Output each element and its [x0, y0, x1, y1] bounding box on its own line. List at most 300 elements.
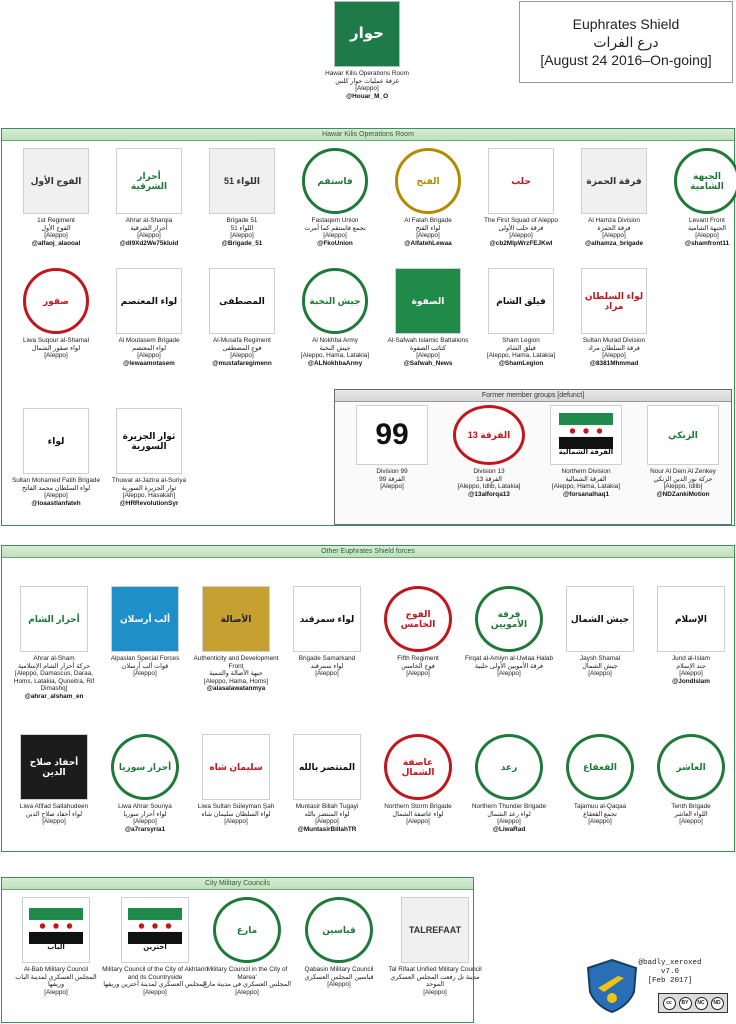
group-arabic-name: اللواء 51 — [230, 224, 254, 232]
group-twitter: @NDZankiMotion — [656, 490, 710, 498]
cc-icon: cc — [663, 997, 676, 1010]
nc-icon: NC — [695, 997, 708, 1010]
group-name: 1st Regiment — [37, 217, 75, 224]
other-group-item — [463, 586, 555, 678]
group-name: Al Nokhba Army — [312, 337, 358, 344]
logo-text: أحرار الشرقية — [130, 171, 168, 191]
ahrar-sham-logo-icon — [20, 586, 88, 652]
group-location: [Aleppo] — [44, 352, 68, 360]
other-group-item — [463, 734, 555, 833]
group-location: [Aleppo] — [137, 352, 161, 360]
logo-text: جيش النخبة — [309, 296, 361, 306]
akhtarin-council-logo-icon — [121, 897, 189, 963]
group-name: Ahrar al-Sham — [33, 655, 75, 662]
group-twitter: @mustafaregimenn — [212, 359, 272, 367]
group-arabic-name: تجمع فاستقم كما أمرت — [304, 224, 366, 232]
group-twitter: @forsanalhaq1 — [562, 490, 609, 498]
logo-text: القعقاع — [582, 762, 618, 772]
hawar-group-item — [473, 148, 569, 247]
former-group-item — [443, 405, 535, 498]
group-location: [Aleppo] — [137, 232, 161, 240]
logo-text: أحفاد صلاح الدين — [29, 757, 79, 777]
group-arabic-name: فرقة حلب الأولى — [498, 224, 544, 232]
hawar-group-item — [194, 148, 290, 247]
group-name: Alpaslan Special Forces — [110, 655, 180, 662]
top-group — [312, 1, 422, 100]
group-arabic-name: الفوج الأول — [41, 224, 71, 232]
group-twitter: @Brigade_51 — [221, 239, 263, 247]
group-arabic-name: فوج المصطفى — [222, 344, 262, 352]
logo-text: الفرقة 13 — [467, 430, 511, 440]
group-location: [Aleppo] — [588, 670, 612, 678]
other-group-item — [645, 586, 736, 685]
hawar-group-item — [287, 148, 383, 247]
group-location: [Aleppo] — [406, 818, 430, 826]
other-panel-header: Other Euphrates Shield forces — [2, 546, 734, 558]
group-arabic-name: مدينة تل رفعت المجلس العسكري الموحد — [390, 973, 480, 989]
group-name: Sultan Mohamed Fatih Brigade — [11, 477, 101, 484]
group-arabic-name: المجلس العسكري لمدينة أخترين وريفها — [103, 981, 207, 989]
group-twitter: @LiwaRad — [492, 825, 526, 833]
qaqaa-logo-icon — [566, 734, 634, 800]
group-twitter: @MuntasirBillahTR — [297, 825, 357, 833]
group-twitter: @alfaoj_alaooal — [31, 239, 81, 247]
group-name: Sham Legion — [502, 337, 540, 344]
group-name: Al-Bab Military Council — [23, 966, 89, 973]
group-location: [Aleppo, Idlib, Latakia] — [457, 483, 521, 491]
other-group-item — [190, 586, 282, 693]
samarkand-logo-icon — [293, 586, 361, 652]
city-group-item — [8, 897, 104, 996]
hawar-group-item — [8, 148, 104, 247]
other-group-item — [554, 586, 646, 678]
division-13-logo-icon — [453, 405, 525, 465]
logo-text: لواء — [47, 436, 65, 446]
group-name: Jaysh Shamal — [579, 655, 621, 662]
other-group-item — [190, 734, 282, 826]
fatih-logo-icon — [23, 408, 89, 474]
other-group-item — [372, 734, 464, 826]
group-name: The First Squad of Aleppo — [484, 217, 558, 224]
group-twitter: @dl9Xd2We75kluid — [119, 239, 179, 247]
group-arabic-name: لواء أحرار سوريا — [123, 810, 167, 818]
regiment-1-logo-icon — [23, 148, 89, 214]
group-twitter: @alasalawatanmya — [206, 685, 266, 693]
northern-division-logo-icon — [550, 405, 622, 465]
group-name: Tal Rifaat Unified Military Council — [388, 966, 482, 973]
group-name: Al-Safwah Islamic Battalions — [387, 337, 469, 344]
logo-text: الفوج الخامس — [400, 609, 436, 629]
group-name: Muntasir Billah Tugayi — [295, 803, 359, 810]
group-location: [Aleppo] — [588, 818, 612, 826]
cc-license-badge — [658, 993, 728, 1013]
group-arabic-name: لواء السلطان محمد الفاتح — [21, 484, 91, 492]
group-arabic-name: لواء المنتصر بالله — [304, 810, 350, 818]
group-arabic-name: لواء عاصفة الشمال — [392, 810, 444, 818]
signature-handle: @badly_xeroxed — [638, 959, 702, 967]
group-arabic-name: الفرقة 99 — [379, 475, 405, 483]
nd-icon: ND — [711, 997, 724, 1010]
top-group-name: Hawar Kilis Operations Room — [325, 70, 409, 77]
city-group-item — [387, 897, 483, 996]
group-name: Sultan Murad Division — [582, 337, 646, 344]
albab-council-logo-icon — [22, 897, 90, 963]
hawar-group-item — [566, 148, 662, 247]
group-twitter: @Safwah_News — [403, 359, 453, 367]
city-group-item — [291, 897, 387, 989]
group-name: Brigade 51 — [226, 217, 258, 224]
other-group-item — [281, 734, 373, 833]
logo-text: الباب — [47, 944, 65, 952]
logo-text: عاصفة الشمال — [401, 757, 435, 777]
tenth-brigade-logo-icon — [657, 734, 725, 800]
group-location: [Aleppo] — [416, 352, 440, 360]
group-arabic-name: فرقة السلطان مراد — [588, 344, 640, 352]
group-name: Fastaqem Union — [311, 217, 359, 224]
logo-text: أخترين — [143, 944, 167, 952]
logo-text: جيش الشمال — [570, 614, 630, 624]
group-arabic-name: جيش النخبة — [319, 344, 351, 352]
levant-front-logo-icon — [674, 148, 736, 214]
hawar-group-item — [380, 268, 476, 367]
hawar-group-item — [194, 268, 290, 367]
hawar-kilis-logo-icon: حوار — [334, 1, 400, 67]
hawar-group-item — [287, 268, 383, 367]
other-group-item — [645, 734, 736, 826]
hawar-group-item — [566, 268, 662, 367]
group-arabic-name: فيلق الشام — [506, 344, 536, 352]
other-group-item — [281, 586, 373, 678]
group-name: Nour Al Dein Al Zenkey — [650, 468, 716, 475]
logo-text: لواء المعتصم — [120, 296, 178, 306]
group-name: Tenth Brigade — [671, 803, 711, 810]
group-location: [Aleppo] — [133, 818, 157, 826]
qabasin-council-logo-icon — [305, 897, 373, 963]
group-arabic-name: تجمع القعقاع — [583, 810, 617, 818]
group-location: [Aleppo] — [42, 818, 66, 826]
logo-text: اللواء 51 — [224, 176, 260, 186]
title-line-arabic: درع الفرات — [593, 33, 659, 50]
group-arabic-name: قوات ألب أرسلان — [121, 662, 169, 670]
hawar-group-item — [8, 408, 104, 507]
other-group-item — [554, 734, 646, 826]
logo-text: المصطفى — [219, 296, 265, 306]
group-name: Division 13 — [473, 468, 505, 475]
group-name: Al Fatah Brigade — [404, 217, 452, 224]
group-name: Ahrar al-Sharqia — [125, 217, 173, 224]
safwah-logo-icon — [395, 268, 461, 334]
group-location: [Aleppo] — [44, 988, 68, 996]
group-arabic-name: كتائب الصفوة — [410, 344, 446, 352]
title-box — [519, 1, 733, 83]
logo-text: صقور — [43, 296, 69, 306]
logo-text: الفوج الأول — [30, 176, 82, 186]
former-group-item — [540, 405, 632, 498]
group-name: Firqat al-Amiyn al-Uwlaa Halab — [464, 655, 554, 662]
group-location: [Aleppo] — [497, 670, 521, 678]
logo-text: لواء السلطان مراد — [584, 291, 644, 311]
ahrar-sharqia-logo-icon — [116, 148, 182, 214]
fifth-regiment-logo-icon — [384, 586, 452, 652]
group-twitter: @a7rarsyria1 — [124, 825, 166, 833]
group-arabic-name: حركة أحرار الشام الإسلامية — [17, 662, 91, 670]
logo-text: الصفوة — [411, 296, 445, 306]
former-group-item — [637, 405, 729, 498]
brigade-51-logo-icon — [209, 148, 275, 214]
group-name: Qabasin Military Council — [304, 966, 374, 973]
city-panel-header: City Military Councils — [2, 878, 473, 890]
group-location: [Aleppo] — [230, 232, 254, 240]
group-location: [Aleppo] — [380, 483, 404, 491]
logo-text: فيلق الشام — [496, 296, 546, 306]
title-line-english: Euphrates Shield — [572, 15, 680, 32]
group-location: [Aleppo] — [44, 232, 68, 240]
group-location: [Aleppo] — [133, 670, 157, 678]
group-arabic-name: الجبهة الشامية — [687, 224, 727, 232]
fastaqem-logo-icon — [302, 148, 368, 214]
group-location: [Aleppo, Damascus, Daraa, Homs, Latakia, Quneitra, Rif Dimashq] — [13, 670, 95, 693]
group-arabic-name: لواء أحفاد صلاح الدين — [25, 810, 83, 818]
hawar-panel-header: Hawar Kilis Operations Room — [2, 129, 734, 141]
group-name: Al-Musafa Regiment — [213, 337, 271, 344]
group-location: [Aleppo] — [679, 670, 703, 678]
group-location: [Aleppo] — [315, 818, 339, 826]
top-group-arabic: غرفة عمليات حوار كلس — [335, 77, 399, 85]
logo-text: أحرار الشام — [28, 614, 80, 624]
group-twitter: @HRRevolutionSyr — [119, 499, 179, 507]
division-99-logo-icon — [356, 405, 428, 465]
group-location: [Aleppo, Hama, Latakia] — [551, 483, 621, 491]
amawiyin-logo-icon — [475, 586, 543, 652]
by-icon: BY — [679, 997, 692, 1010]
group-arabic-name: جيش الشمال — [582, 662, 618, 670]
group-arabic-name: فرقة الحمزة — [597, 224, 631, 232]
group-location: [Aleppo, Hama, Homs] — [203, 677, 269, 685]
group-arabic-name: المجلس العسكري في مدينة مارع — [202, 981, 292, 989]
group-location: [Aleppo, Hasakah] — [122, 492, 176, 500]
group-name: Northern Storm Brigade — [384, 803, 452, 810]
logo-text: الجبهة الشامية — [690, 171, 724, 191]
group-location: [Aleppo] — [509, 232, 533, 240]
tal-rifaat-council-logo-icon — [401, 897, 469, 963]
group-arabic-name: جند الإسلام — [676, 662, 706, 670]
logo-text: لواء سمرقند — [299, 614, 355, 624]
logo-text: ألب أرسلان — [119, 614, 171, 624]
group-arabic-name: الفرقة 13 — [476, 475, 502, 483]
group-arabic-name: لواء المعتصم — [131, 344, 167, 352]
group-location: [Aleppo] — [323, 232, 347, 240]
nokhba-logo-icon — [302, 268, 368, 334]
group-location: [Aleppo, Idlib] — [663, 483, 703, 491]
logo-text: سليمان شاه — [209, 762, 263, 772]
group-location: [Aleppo] — [602, 352, 626, 360]
signature — [610, 959, 730, 986]
group-location: [Aleppo, Hama, Latakia] — [300, 352, 370, 360]
group-location: [Aleppo] — [224, 818, 248, 826]
group-arabic-name: اللواء العاشر — [674, 810, 708, 818]
hawar-group-item — [101, 268, 197, 367]
group-location: [Aleppo, Hama, Latakia] — [486, 352, 556, 360]
northern-thunder-logo-icon — [475, 734, 543, 800]
logo-text: فرقة الأمويين — [490, 609, 528, 629]
group-location: [Aleppo] — [235, 988, 259, 996]
group-name: Jund al-Islam — [671, 655, 710, 662]
group-name: Northern Thunder Brigade — [471, 803, 547, 810]
group-twitter: @AlfatehLewaa — [404, 239, 452, 247]
other-group-item — [8, 734, 100, 826]
first-squad-logo-icon — [488, 148, 554, 214]
group-twitter: @shamfront11 — [684, 239, 730, 247]
signature-version: v7.0 — [660, 968, 679, 976]
group-name: Brigade Samarkand — [298, 655, 356, 662]
group-arabic-name: ثوار الجزيرة السورية — [121, 484, 177, 492]
group-location: [Aleppo] — [695, 232, 719, 240]
salahudeen-logo-icon — [20, 734, 88, 800]
logo-text: رعد — [500, 762, 518, 772]
logo-text: فاستقم — [317, 176, 353, 186]
group-location: [Aleppo] — [423, 988, 447, 996]
group-name: Authenticity and Development Front — [193, 655, 279, 670]
group-name: Fifth Regiment — [397, 655, 439, 662]
logo-text: الفرقة الشمالية — [558, 449, 614, 457]
hawar-group-item — [473, 268, 569, 367]
group-twitter: @13alforqa13 — [468, 490, 510, 498]
group-name: Thuwar al-Jazira al-Suriya — [111, 477, 187, 484]
logo-text: فرقة الحمزة — [586, 176, 642, 186]
logo-text: مارع — [236, 925, 258, 935]
other-group-item — [99, 586, 191, 678]
group-arabic-name: أحرار الشرقية — [130, 224, 168, 232]
group-twitter: @ahrar_alsham_en — [24, 692, 84, 700]
top-group-location: [Aleppo] — [355, 85, 379, 93]
northern-storm-logo-icon — [384, 734, 452, 800]
logo-text: قباسين — [322, 925, 356, 935]
group-location: [Aleppo] — [44, 492, 68, 500]
group-name: Military Council of the City of Akhtarin and its Countryside — [102, 966, 208, 981]
group-arabic-name: جبهة الأصالة والتنمية — [209, 670, 263, 678]
hamza-logo-icon — [581, 148, 647, 214]
logo-text: الزنكي — [668, 430, 698, 440]
group-twitter: @loaastlanfateh — [31, 499, 81, 507]
group-twitter: @ALNokhbaArmy — [307, 359, 363, 367]
group-arabic-name: قباسين المجلس العسكري — [304, 973, 374, 981]
sultan-murad-logo-icon — [581, 268, 647, 334]
group-arabic-name: فرقة الأمويين الأولى حلبية — [474, 662, 544, 670]
jazira-logo-icon — [116, 408, 182, 474]
group-location: [Aleppo] — [143, 988, 167, 996]
sham-legion-logo-icon — [488, 268, 554, 334]
group-arabic-name: المجلس العسكري لمدينة الباب وريفها — [15, 973, 97, 989]
logo-text: الفتح — [416, 176, 440, 186]
group-name: Levant Front — [689, 217, 725, 224]
city-group-item — [199, 897, 295, 996]
group-twitter: @8381Mhmmad — [589, 359, 639, 367]
hawar-group-item — [659, 148, 736, 247]
logo-text: حلب — [511, 176, 531, 186]
moutasem-logo-icon — [116, 268, 182, 334]
group-name: Liwa Sultan Süleyman Şah — [197, 803, 275, 810]
group-twitter: @alhamza_brigade — [584, 239, 644, 247]
group-name: Liwa Afifad Sallahudeen — [19, 803, 89, 810]
group-arabic-name: حركة نور الدين الزنكي — [653, 475, 713, 483]
group-location: [Aleppo] — [416, 232, 440, 240]
zenki-logo-icon — [647, 405, 719, 465]
marea-council-logo-icon — [213, 897, 281, 963]
logo-text: 99 — [375, 418, 409, 451]
hawar-group-item — [101, 148, 197, 247]
group-arabic-name: لواء سمرقند — [310, 662, 344, 670]
muntasir-logo-icon — [293, 734, 361, 800]
group-location: [Aleppo] — [230, 352, 254, 360]
other-group-item — [8, 586, 100, 701]
hawar-group-item — [8, 268, 104, 360]
group-name: Liwa Ahrar Souriya — [118, 803, 172, 810]
ahrar-souriya-logo-icon — [111, 734, 179, 800]
hawar-group-item — [380, 148, 476, 247]
group-name: Liwa Suqour al-Shamal — [22, 337, 90, 344]
group-arabic-name: لواء رعد الشمال — [487, 810, 531, 818]
fatah-logo-icon — [395, 148, 461, 214]
group-twitter: @cb2MlpWrzFEJKwl — [489, 239, 553, 247]
group-location: [Aleppo] — [602, 232, 626, 240]
signature-date: [Feb 2017] — [647, 977, 693, 985]
city-group-item — [97, 897, 213, 996]
group-name: Division 99 — [376, 468, 408, 475]
group-location: [Aleppo] — [327, 981, 351, 989]
logo-text: المنتصر بالله — [298, 762, 356, 772]
group-location: [Aleppo] — [679, 818, 703, 826]
logo-text: العاشر — [676, 762, 706, 772]
logo-text: الإسلام — [674, 614, 708, 624]
group-arabic-name: لواء الفتح — [415, 224, 441, 232]
group-location: [Aleppo] — [406, 670, 430, 678]
logo-text: TALREFAAT — [408, 925, 462, 935]
title-line-dates: [August 24 2016–On-going] — [540, 51, 712, 68]
group-name: Northern Division — [561, 468, 611, 475]
group-name: Al Moutasem Brigade — [118, 337, 180, 344]
logo-text: الأصالة — [220, 614, 252, 624]
group-name: Tajamuu al-Qaqaa — [573, 803, 627, 810]
group-arabic-name: لواء السلطان سليمان شاه — [201, 810, 271, 818]
hawar-group-item — [101, 408, 197, 507]
suqour-logo-icon — [23, 268, 89, 334]
logo-text: أحرار سوريا — [118, 762, 172, 772]
top-group-twitter: @Houar_M_O — [345, 92, 389, 100]
group-twitter: @FkoUnion — [317, 239, 353, 247]
group-arabic-name: فوج الخامس — [401, 662, 435, 670]
other-group-item — [99, 734, 191, 833]
musafa-logo-icon — [209, 268, 275, 334]
suleyman-logo-icon — [202, 734, 270, 800]
logo-text: ثوار الجزيرة السورية — [122, 431, 176, 451]
alpaslan-logo-icon — [111, 586, 179, 652]
group-twitter: @ShamLegion — [498, 359, 544, 367]
jaysh-shamal-logo-icon — [566, 586, 634, 652]
group-name: Al Hamza Division — [588, 217, 640, 224]
group-arabic-name: الفرقة الشمالية — [565, 475, 607, 483]
group-arabic-name: لواء صقور الشمال — [31, 344, 81, 352]
jund-islam-logo-icon — [657, 586, 725, 652]
group-location: [Aleppo] — [497, 818, 521, 826]
group-twitter: @lewaamotasem — [123, 359, 175, 367]
asala-logo-icon — [202, 586, 270, 652]
group-location: [Aleppo] — [315, 670, 339, 678]
group-name: Military Council in the City of Marea' — [206, 966, 288, 981]
former-group-item — [346, 405, 438, 491]
former-panel-header: Former member groups [defunct] — [335, 390, 731, 402]
group-twitter: @JondIslam — [672, 677, 710, 685]
other-group-item — [372, 586, 464, 678]
